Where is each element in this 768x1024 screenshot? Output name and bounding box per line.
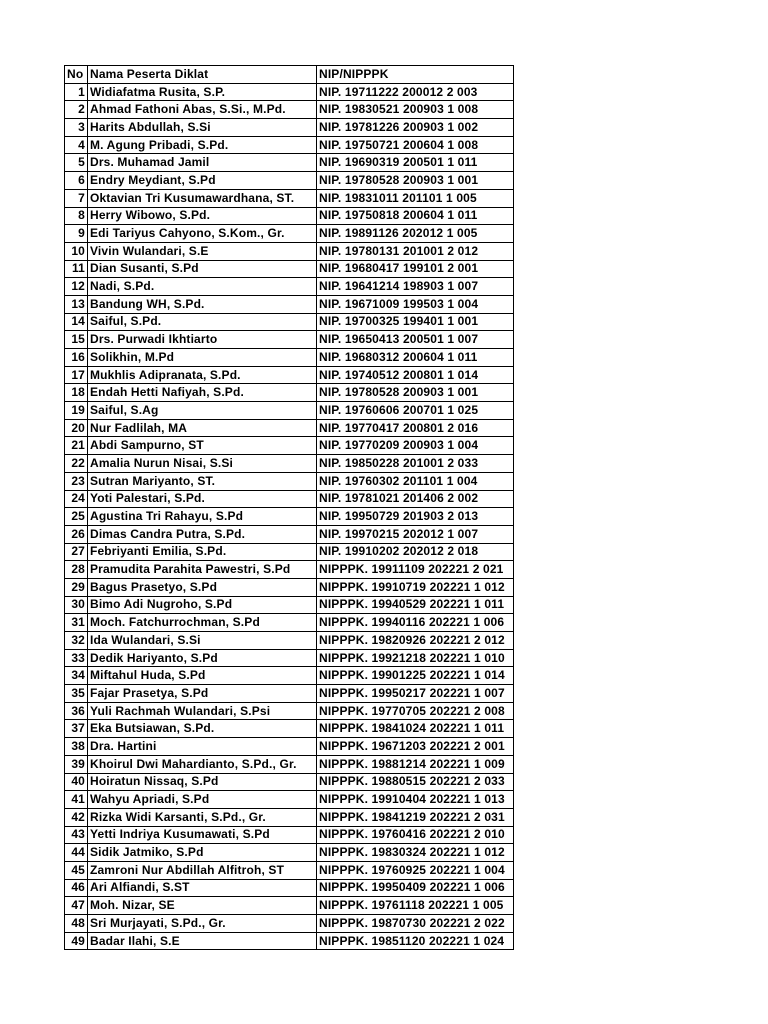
row-nip: NIP. 19780131 201001 2 012 xyxy=(317,242,514,260)
row-name: Dimas Candra Putra, S.Pd. xyxy=(88,525,317,543)
row-no: 17 xyxy=(65,366,88,384)
row-name: Pramudita Parahita Pawestri, S.Pd xyxy=(88,561,317,579)
table-row xyxy=(65,260,514,278)
row-name: Wahyu Apriadi, S.Pd xyxy=(88,791,317,809)
row-nip: NIP. 19750818 200604 1 011 xyxy=(317,207,514,225)
row-no: 39 xyxy=(65,755,88,773)
row-name: Endah Hetti Nafiyah, S.Pd. xyxy=(88,384,317,402)
row-no: 44 xyxy=(65,844,88,862)
row-nip: NIP. 19781226 200903 1 002 xyxy=(317,119,514,137)
row-nip: NIPPPK. 19851120 202221 1 024 xyxy=(317,932,514,950)
row-nip: NIPPPK. 19880515 202221 2 033 xyxy=(317,773,514,791)
row-nip: NIP. 19830521 200903 1 008 xyxy=(317,101,514,119)
table-row xyxy=(65,596,514,614)
row-nip: NIP. 19760606 200701 1 025 xyxy=(317,402,514,420)
row-no: 19 xyxy=(65,402,88,420)
row-nip: NIPPPK. 19881214 202221 1 009 xyxy=(317,755,514,773)
header-name: Nama Peserta Diklat xyxy=(88,66,317,84)
table-row xyxy=(65,189,514,207)
row-name: Rizka Widi Karsanti, S.Pd., Gr. xyxy=(88,808,317,826)
table-row xyxy=(65,402,514,420)
row-nip: NIP. 19671009 199503 1 004 xyxy=(317,295,514,313)
row-nip: NIP. 19750721 200604 1 008 xyxy=(317,136,514,154)
table-row xyxy=(65,508,514,526)
row-name: Endry Meydiant, S.Pd xyxy=(88,172,317,190)
row-nip: NIPPPK. 19761118 202221 1 005 xyxy=(317,897,514,915)
row-nip: NIP. 19910202 202012 2 018 xyxy=(317,543,514,561)
row-nip: NIP. 19850228 201001 2 033 xyxy=(317,455,514,473)
row-name: Abdi Sampurno, ST xyxy=(88,437,317,455)
row-no: 40 xyxy=(65,773,88,791)
row-no: 10 xyxy=(65,242,88,260)
row-name: Eka Butsiawan, S.Pd. xyxy=(88,720,317,738)
table-row xyxy=(65,83,514,101)
row-no: 18 xyxy=(65,384,88,402)
row-no: 9 xyxy=(65,225,88,243)
row-name: Edi Tariyus Cahyono, S.Kom., Gr. xyxy=(88,225,317,243)
row-nip: NIP. 19950729 201903 2 013 xyxy=(317,508,514,526)
row-name: Febriyanti Emilia, S.Pd. xyxy=(88,543,317,561)
table-row xyxy=(65,755,514,773)
row-name: Dra. Hartini xyxy=(88,738,317,756)
row-no: 37 xyxy=(65,720,88,738)
row-no: 30 xyxy=(65,596,88,614)
row-no: 36 xyxy=(65,702,88,720)
table-row xyxy=(65,667,514,685)
row-nip: NIP. 19680312 200604 1 011 xyxy=(317,349,514,367)
row-nip: NIPPPK. 19760416 202221 2 010 xyxy=(317,826,514,844)
row-no: 47 xyxy=(65,897,88,915)
row-no: 35 xyxy=(65,685,88,703)
row-nip: NIP. 19760302 201101 1 004 xyxy=(317,472,514,490)
table-row xyxy=(65,932,514,950)
table-row xyxy=(65,384,514,402)
table-row xyxy=(65,773,514,791)
table-row xyxy=(65,826,514,844)
row-no: 27 xyxy=(65,543,88,561)
row-no: 6 xyxy=(65,172,88,190)
table-row xyxy=(65,295,514,313)
row-no: 31 xyxy=(65,614,88,632)
row-nip: NIP. 19641214 198903 1 007 xyxy=(317,278,514,296)
row-name: Fajar Prasetya, S.Pd xyxy=(88,685,317,703)
row-nip: NIPPPK. 19870730 202221 2 022 xyxy=(317,915,514,933)
row-no: 23 xyxy=(65,472,88,490)
row-no: 2 xyxy=(65,101,88,119)
table-row xyxy=(65,844,514,862)
row-nip: NIP. 19700325 199401 1 001 xyxy=(317,313,514,331)
table-row xyxy=(65,685,514,703)
row-nip: NIPPPK. 19760925 202221 1 004 xyxy=(317,861,514,879)
table-row xyxy=(65,614,514,632)
table-row xyxy=(65,136,514,154)
row-nip: NIPPPK. 19830324 202221 1 012 xyxy=(317,844,514,862)
row-no: 26 xyxy=(65,525,88,543)
table-row xyxy=(65,119,514,137)
row-nip: NIP. 19690319 200501 1 011 xyxy=(317,154,514,172)
row-no: 28 xyxy=(65,561,88,579)
header-nip: NIP/NIPPPK xyxy=(317,66,514,84)
row-nip: NIP. 19970215 202012 1 007 xyxy=(317,525,514,543)
row-no: 38 xyxy=(65,738,88,756)
row-nip: NIPPPK. 19820926 202221 2 012 xyxy=(317,632,514,650)
table-row xyxy=(65,490,514,508)
table-row xyxy=(65,331,514,349)
row-no: 49 xyxy=(65,932,88,950)
row-name: Bagus Prasetyo, S.Pd xyxy=(88,578,317,596)
row-no: 45 xyxy=(65,861,88,879)
table-row xyxy=(65,808,514,826)
table-row xyxy=(65,207,514,225)
table-row xyxy=(65,915,514,933)
row-no: 1 xyxy=(65,83,88,101)
row-name: Yoti Palestari, S.Pd. xyxy=(88,490,317,508)
row-name: Miftahul Huda, S.Pd xyxy=(88,667,317,685)
row-no: 3 xyxy=(65,119,88,137)
row-nip: NIP. 19780528 200903 1 001 xyxy=(317,172,514,190)
table-row xyxy=(65,172,514,190)
row-no: 20 xyxy=(65,419,88,437)
row-no: 8 xyxy=(65,207,88,225)
row-name: Yetti Indriya Kusumawati, S.Pd xyxy=(88,826,317,844)
row-nip: NIP. 19770209 200903 1 004 xyxy=(317,437,514,455)
row-no: 13 xyxy=(65,295,88,313)
row-name: Herry Wibowo, S.Pd. xyxy=(88,207,317,225)
row-name: Zamroni Nur Abdillah Alfitroh, ST xyxy=(88,861,317,879)
row-no: 43 xyxy=(65,826,88,844)
row-no: 4 xyxy=(65,136,88,154)
row-name: Agustina Tri Rahayu, S.Pd xyxy=(88,508,317,526)
row-name: Ari Alfiandi, S.ST xyxy=(88,879,317,897)
row-no: 29 xyxy=(65,578,88,596)
row-nip: NIP. 19740512 200801 1 014 xyxy=(317,366,514,384)
row-nip: NIP. 19711222 200012 2 003 xyxy=(317,83,514,101)
row-name: Bandung WH, S.Pd. xyxy=(88,295,317,313)
table-row xyxy=(65,578,514,596)
row-name: Sri Murjayati, S.Pd., Gr. xyxy=(88,915,317,933)
row-name: Sidik Jatmiko, S.Pd xyxy=(88,844,317,862)
row-nip: NIP. 19770417 200801 2 016 xyxy=(317,419,514,437)
row-name: Ahmad Fathoni Abas, S.Si., M.Pd. xyxy=(88,101,317,119)
row-nip: NIPPPK. 19910719 202221 1 012 xyxy=(317,578,514,596)
row-name: Widiafatma Rusita, S.P. xyxy=(88,83,317,101)
row-nip: NIP. 19650413 200501 1 007 xyxy=(317,331,514,349)
row-no: 22 xyxy=(65,455,88,473)
row-nip: NIPPPK. 19950217 202221 1 007 xyxy=(317,685,514,703)
row-no: 5 xyxy=(65,154,88,172)
row-no: 42 xyxy=(65,808,88,826)
row-name: Nur Fadlilah, MA xyxy=(88,419,317,437)
row-name: Drs. Purwadi Ikhtiarto xyxy=(88,331,317,349)
row-name: Moh. Nizar, SE xyxy=(88,897,317,915)
table-row xyxy=(65,154,514,172)
table-row xyxy=(65,455,514,473)
row-name: Badar Ilahi, S.E xyxy=(88,932,317,950)
row-no: 15 xyxy=(65,331,88,349)
table-row xyxy=(65,649,514,667)
row-nip: NIP. 19680417 199101 2 001 xyxy=(317,260,514,278)
row-no: 41 xyxy=(65,791,88,809)
row-no: 46 xyxy=(65,879,88,897)
table-header-row xyxy=(65,66,514,84)
row-nip: NIPPPK. 19921218 202221 1 010 xyxy=(317,649,514,667)
row-no: 14 xyxy=(65,313,88,331)
row-name: Dian Susanti, S.Pd xyxy=(88,260,317,278)
row-nip: NIP. 19781021 201406 2 002 xyxy=(317,490,514,508)
table-row xyxy=(65,861,514,879)
row-no: 32 xyxy=(65,632,88,650)
row-no: 25 xyxy=(65,508,88,526)
row-name: M. Agung Pribadi, S.Pd. xyxy=(88,136,317,154)
row-no: 34 xyxy=(65,667,88,685)
row-nip: NIP. 19831011 201101 1 005 xyxy=(317,189,514,207)
row-nip: NIPPPK. 19910404 202221 1 013 xyxy=(317,791,514,809)
row-name: Mukhlis Adipranata, S.Pd. xyxy=(88,366,317,384)
row-nip: NIPPPK. 19950409 202221 1 006 xyxy=(317,879,514,897)
row-no: 48 xyxy=(65,915,88,933)
table-row xyxy=(65,632,514,650)
table-row xyxy=(65,242,514,260)
row-name: Bimo Adi Nugroho, S.Pd xyxy=(88,596,317,614)
row-name: Solikhin, M.Pd xyxy=(88,349,317,367)
row-name: Hoiratun Nissaq, S.Pd xyxy=(88,773,317,791)
row-name: Nadi, S.Pd. xyxy=(88,278,317,296)
row-nip: NIPPPK. 19940116 202221 1 006 xyxy=(317,614,514,632)
row-nip: NIP. 19891126 202012 1 005 xyxy=(317,225,514,243)
table-row xyxy=(65,313,514,331)
table-row xyxy=(65,897,514,915)
row-name: Dedik Hariyanto, S.Pd xyxy=(88,649,317,667)
row-name: Moch. Fatchurrochman, S.Pd xyxy=(88,614,317,632)
row-nip: NIPPPK. 19901225 202221 1 014 xyxy=(317,667,514,685)
header-no: No xyxy=(65,66,88,84)
row-name: Harits Abdullah, S.Si xyxy=(88,119,317,137)
table-row xyxy=(65,437,514,455)
table-row xyxy=(65,419,514,437)
table-row xyxy=(65,720,514,738)
row-no: 7 xyxy=(65,189,88,207)
table-row xyxy=(65,472,514,490)
table-row xyxy=(65,738,514,756)
row-no: 16 xyxy=(65,349,88,367)
table-row xyxy=(65,879,514,897)
table-row xyxy=(65,525,514,543)
table-row xyxy=(65,702,514,720)
table-row xyxy=(65,561,514,579)
table-row xyxy=(65,543,514,561)
row-name: Sutran Mariyanto, ST. xyxy=(88,472,317,490)
table-row xyxy=(65,791,514,809)
table-row xyxy=(65,278,514,296)
row-nip: NIPPPK. 19940529 202221 1 011 xyxy=(317,596,514,614)
row-nip: NIPPPK. 19770705 202221 2 008 xyxy=(317,702,514,720)
table-row xyxy=(65,349,514,367)
participant-table xyxy=(64,65,514,950)
row-no: 33 xyxy=(65,649,88,667)
table-row xyxy=(65,101,514,119)
row-nip: NIPPPK. 19911109 202221 2 021 xyxy=(317,561,514,579)
row-nip: NIPPPK. 19671203 202221 2 001 xyxy=(317,738,514,756)
row-name: Yuli Rachmah Wulandari, S.Psi xyxy=(88,702,317,720)
row-name: Khoirul Dwi Mahardianto, S.Pd., Gr. xyxy=(88,755,317,773)
row-nip: NIPPPK. 19841219 202221 2 031 xyxy=(317,808,514,826)
row-no: 12 xyxy=(65,278,88,296)
row-nip: NIP. 19780528 200903 1 001 xyxy=(317,384,514,402)
row-name: Amalia Nurun Nisai, S.Si xyxy=(88,455,317,473)
row-no: 21 xyxy=(65,437,88,455)
row-no: 11 xyxy=(65,260,88,278)
row-nip: NIPPPK. 19841024 202221 1 011 xyxy=(317,720,514,738)
row-no: 24 xyxy=(65,490,88,508)
table-row xyxy=(65,225,514,243)
row-name: Vivin Wulandari, S.E xyxy=(88,242,317,260)
participant-sheet xyxy=(64,65,514,950)
row-name: Oktavian Tri Kusumawardhana, ST. xyxy=(88,189,317,207)
row-name: Saiful, S.Ag xyxy=(88,402,317,420)
row-name: Drs. Muhamad Jamil xyxy=(88,154,317,172)
table-row xyxy=(65,366,514,384)
row-name: Ida Wulandari, S.Si xyxy=(88,632,317,650)
row-name: Saiful, S.Pd. xyxy=(88,313,317,331)
